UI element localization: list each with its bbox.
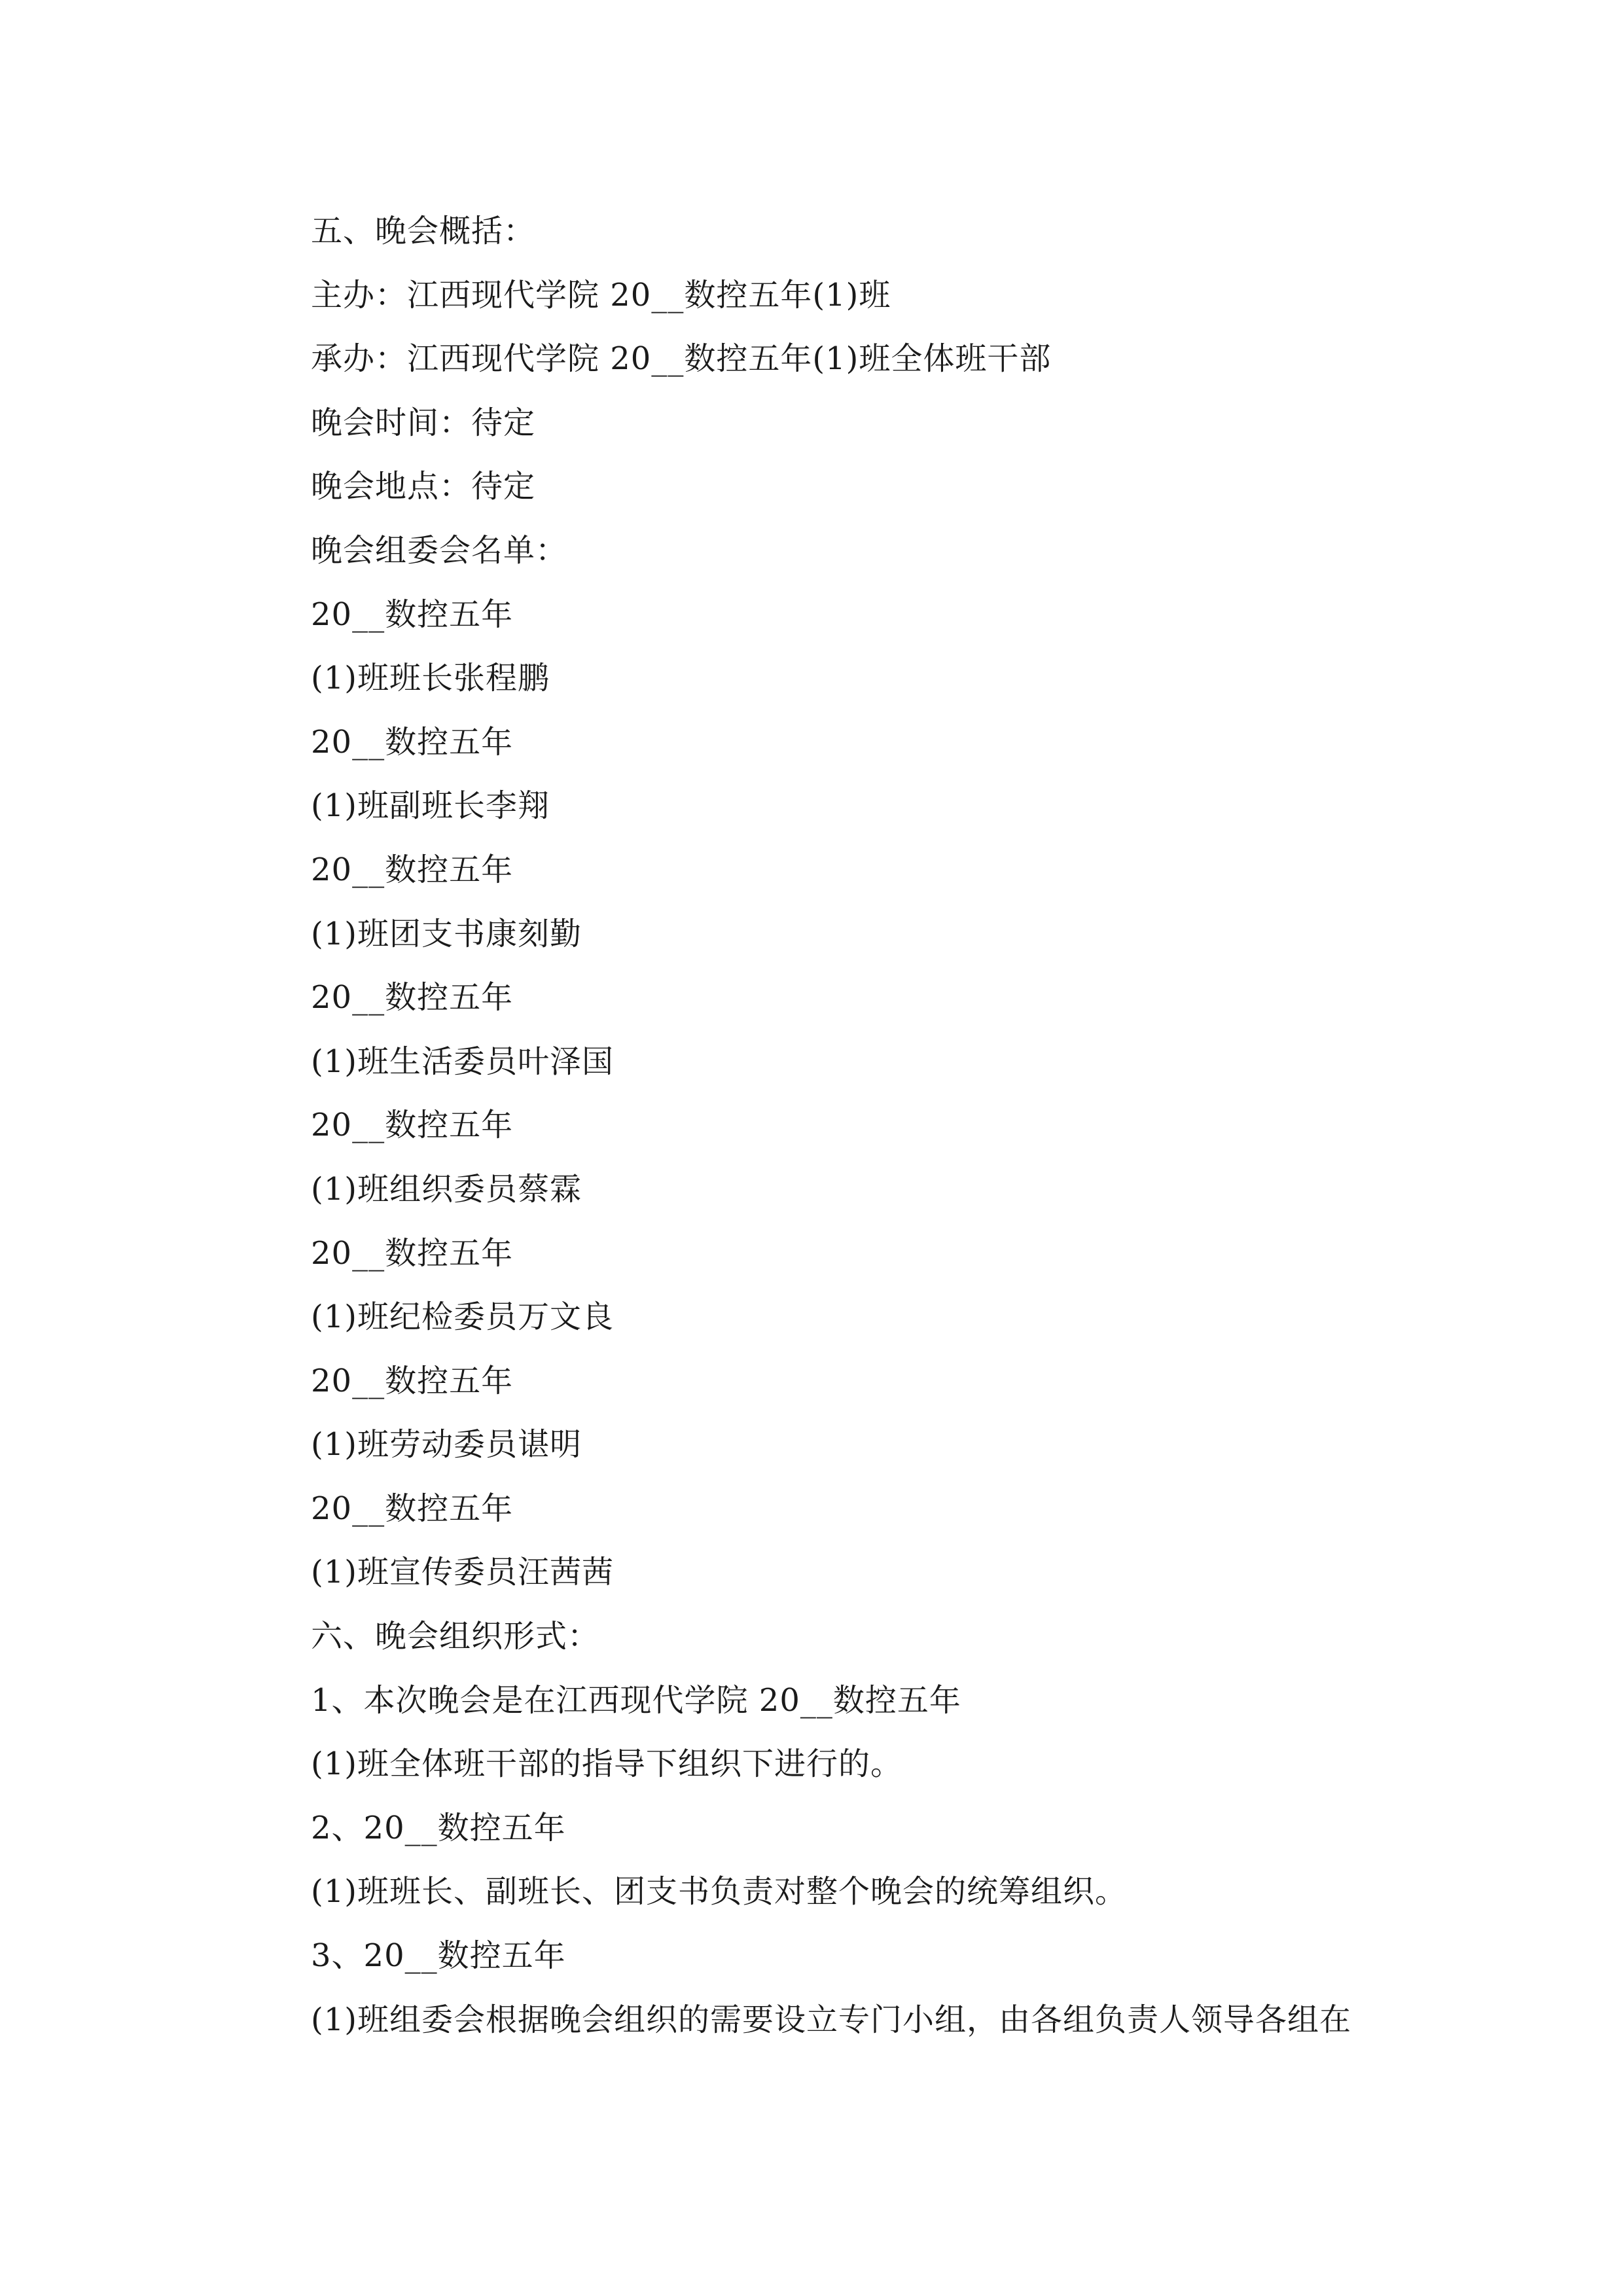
class-line: 20__数控五年 [311, 1490, 514, 1527]
committee-member-line: (1)班班长张程鹏 [311, 660, 550, 697]
committee-member-line: (1)班劳动委员谌明 [311, 1426, 582, 1463]
class-line: 20__数控五年 [311, 1362, 514, 1399]
committee-list-heading: 晚会组委会名单： [311, 531, 568, 569]
committee-member-line: (1)班团支书康刻勤 [311, 915, 582, 952]
numbered-item-line: 3、20__数控五年 [311, 1937, 566, 1975]
section-heading-overview: 五、晚会概括： [311, 213, 536, 249]
committee-member-line: (1)班纪检委员万文良 [311, 1299, 614, 1336]
section-heading-organization: 六、晚会组织形式： [311, 1618, 600, 1655]
organizer-line: 主办：江西现代学院 20__数控五年(1)班 [311, 276, 891, 314]
class-line: 20__数控五年 [311, 1107, 514, 1144]
committee-member-line: (1)班副班长李翔 [311, 787, 550, 825]
co-organizer-line: 承办：江西现代学院 20__数控五年(1)班全体班干部 [311, 340, 1052, 378]
committee-member-line: (1)班组织委员蔡霖 [311, 1170, 582, 1208]
event-time-line: 晚会时间：待定 [311, 404, 536, 441]
numbered-item-continuation: (1)班全体班干部的指导下组织下进行的。 [311, 1746, 902, 1783]
class-line: 20__数控五年 [311, 851, 514, 888]
event-location-line: 晚会地点：待定 [311, 468, 536, 505]
class-line: 20__数控五年 [311, 596, 514, 633]
numbered-item-continuation: (1)班组委会根据晚会组织的需要设立专门小组，由各组负责人领导各组在 [311, 2001, 1351, 2038]
numbered-item-line: 2、20__数控五年 [311, 1809, 566, 1846]
class-line: 20__数控五年 [311, 723, 514, 761]
class-line: 20__数控五年 [311, 1234, 514, 1272]
committee-member-line: (1)班宣传委员汪茜茜 [311, 1554, 614, 1591]
numbered-item-line: 1、本次晚会是在江西现代学院 20__数控五年 [311, 1681, 961, 1719]
numbered-item-continuation: (1)班班长、副班长、团支书负责对整个晚会的统筹组织。 [311, 1873, 1127, 1910]
document-body [311, 200, 1423, 2052]
class-line: 20__数控五年 [311, 979, 514, 1016]
committee-member-line: (1)班生活委员叶泽国 [311, 1043, 614, 1080]
